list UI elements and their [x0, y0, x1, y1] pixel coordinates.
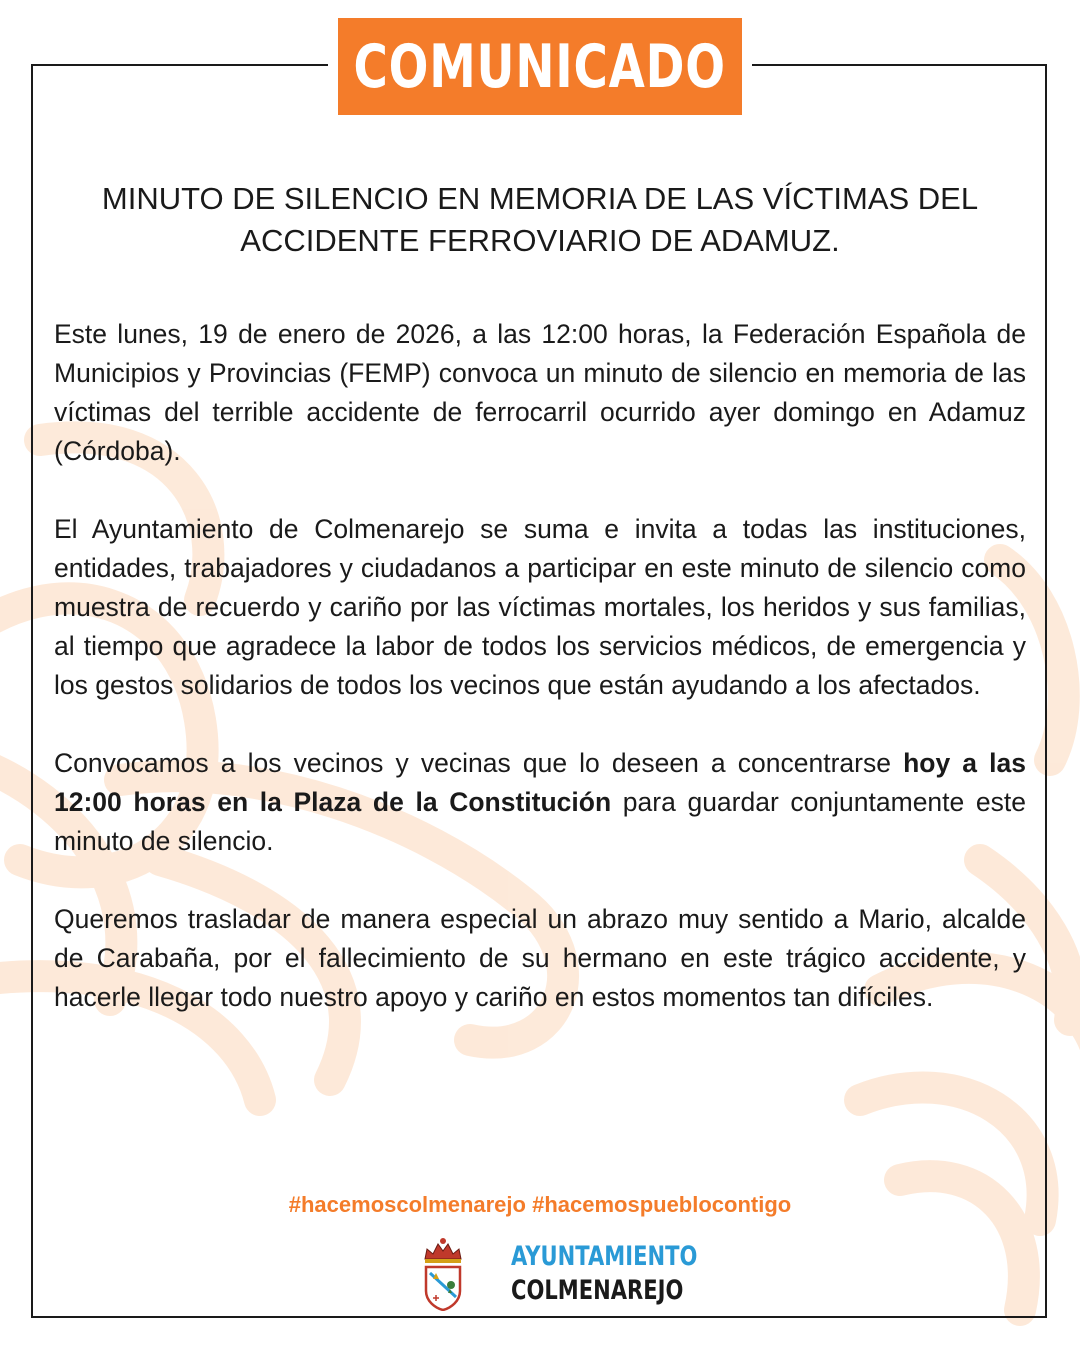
paragraph-2: El Ayuntamiento de Colmenarejo se suma e invita a todas las instituciones, entidades, trabajadores y ciudadanos a participar en este minuto de silencio como muestra de recuerdo y cariño por las víctimas mortales, los heridos y sus familias, al tiempo que agradece la labor de todos los servicios médicos, de emergencia y los gestos solidarios de todos los vecinos que están ayudando a los afectados. [54, 514, 1026, 700]
org-line-2: COLMENAREJO [511, 1275, 684, 1306]
organization-name [511, 1240, 750, 1308]
paragraph-3-start: Convocamos a los vecinos y vecinas que lo deseen a concentrarse [54, 748, 891, 778]
badge-label: COMUNICADO [353, 31, 727, 102]
title-line-2: ACCIDENTE FERROVIARIO DE ADAMUZ. [240, 223, 840, 258]
paragraph-3-end: para guardar conjuntamente este minuto de silencio. [54, 787, 1026, 856]
announcement-title [54, 178, 1026, 262]
paragraph-1: Este lunes, 19 de enero de 2026, a las 12:00 horas, la Federación Española de Municipios y Provincias (FEMP) convoca un minuto de silencio en memoria de las víctimas del terrible accidente de ferrocarril ocurrido ayer domingo en Adamuz (Córdoba). [54, 319, 1026, 466]
announcement-body [54, 315, 1026, 1056]
hashtags: #hacemoscolmenarejo #hacemospueblocontigo [288, 1192, 792, 1217]
paragraph-3-highlight: hoy a las 12:00 horas en la Plaza de la Constitución [54, 748, 1026, 817]
paragraph-3 [54, 744, 1026, 861]
title-line-1: MINUTO DE SILENCIO EN MEMORIA DE LAS VÍCTIMAS DEL [101, 181, 979, 216]
paragraph-4: Queremos trasladar de manera especial un abrazo muy sentido a Mario, alcalde de Carabaña, por el fallecimiento de su hermano en este trágico accidente, y hacerle llegar todo nuestro apoyo y cariño en estos momentos tan difíciles. [54, 904, 1026, 1012]
org-line-1: AYUNTAMIENTO [511, 1241, 698, 1272]
comunicado-badge [338, 18, 742, 115]
coat-of-arms-icon [420, 1235, 466, 1311]
